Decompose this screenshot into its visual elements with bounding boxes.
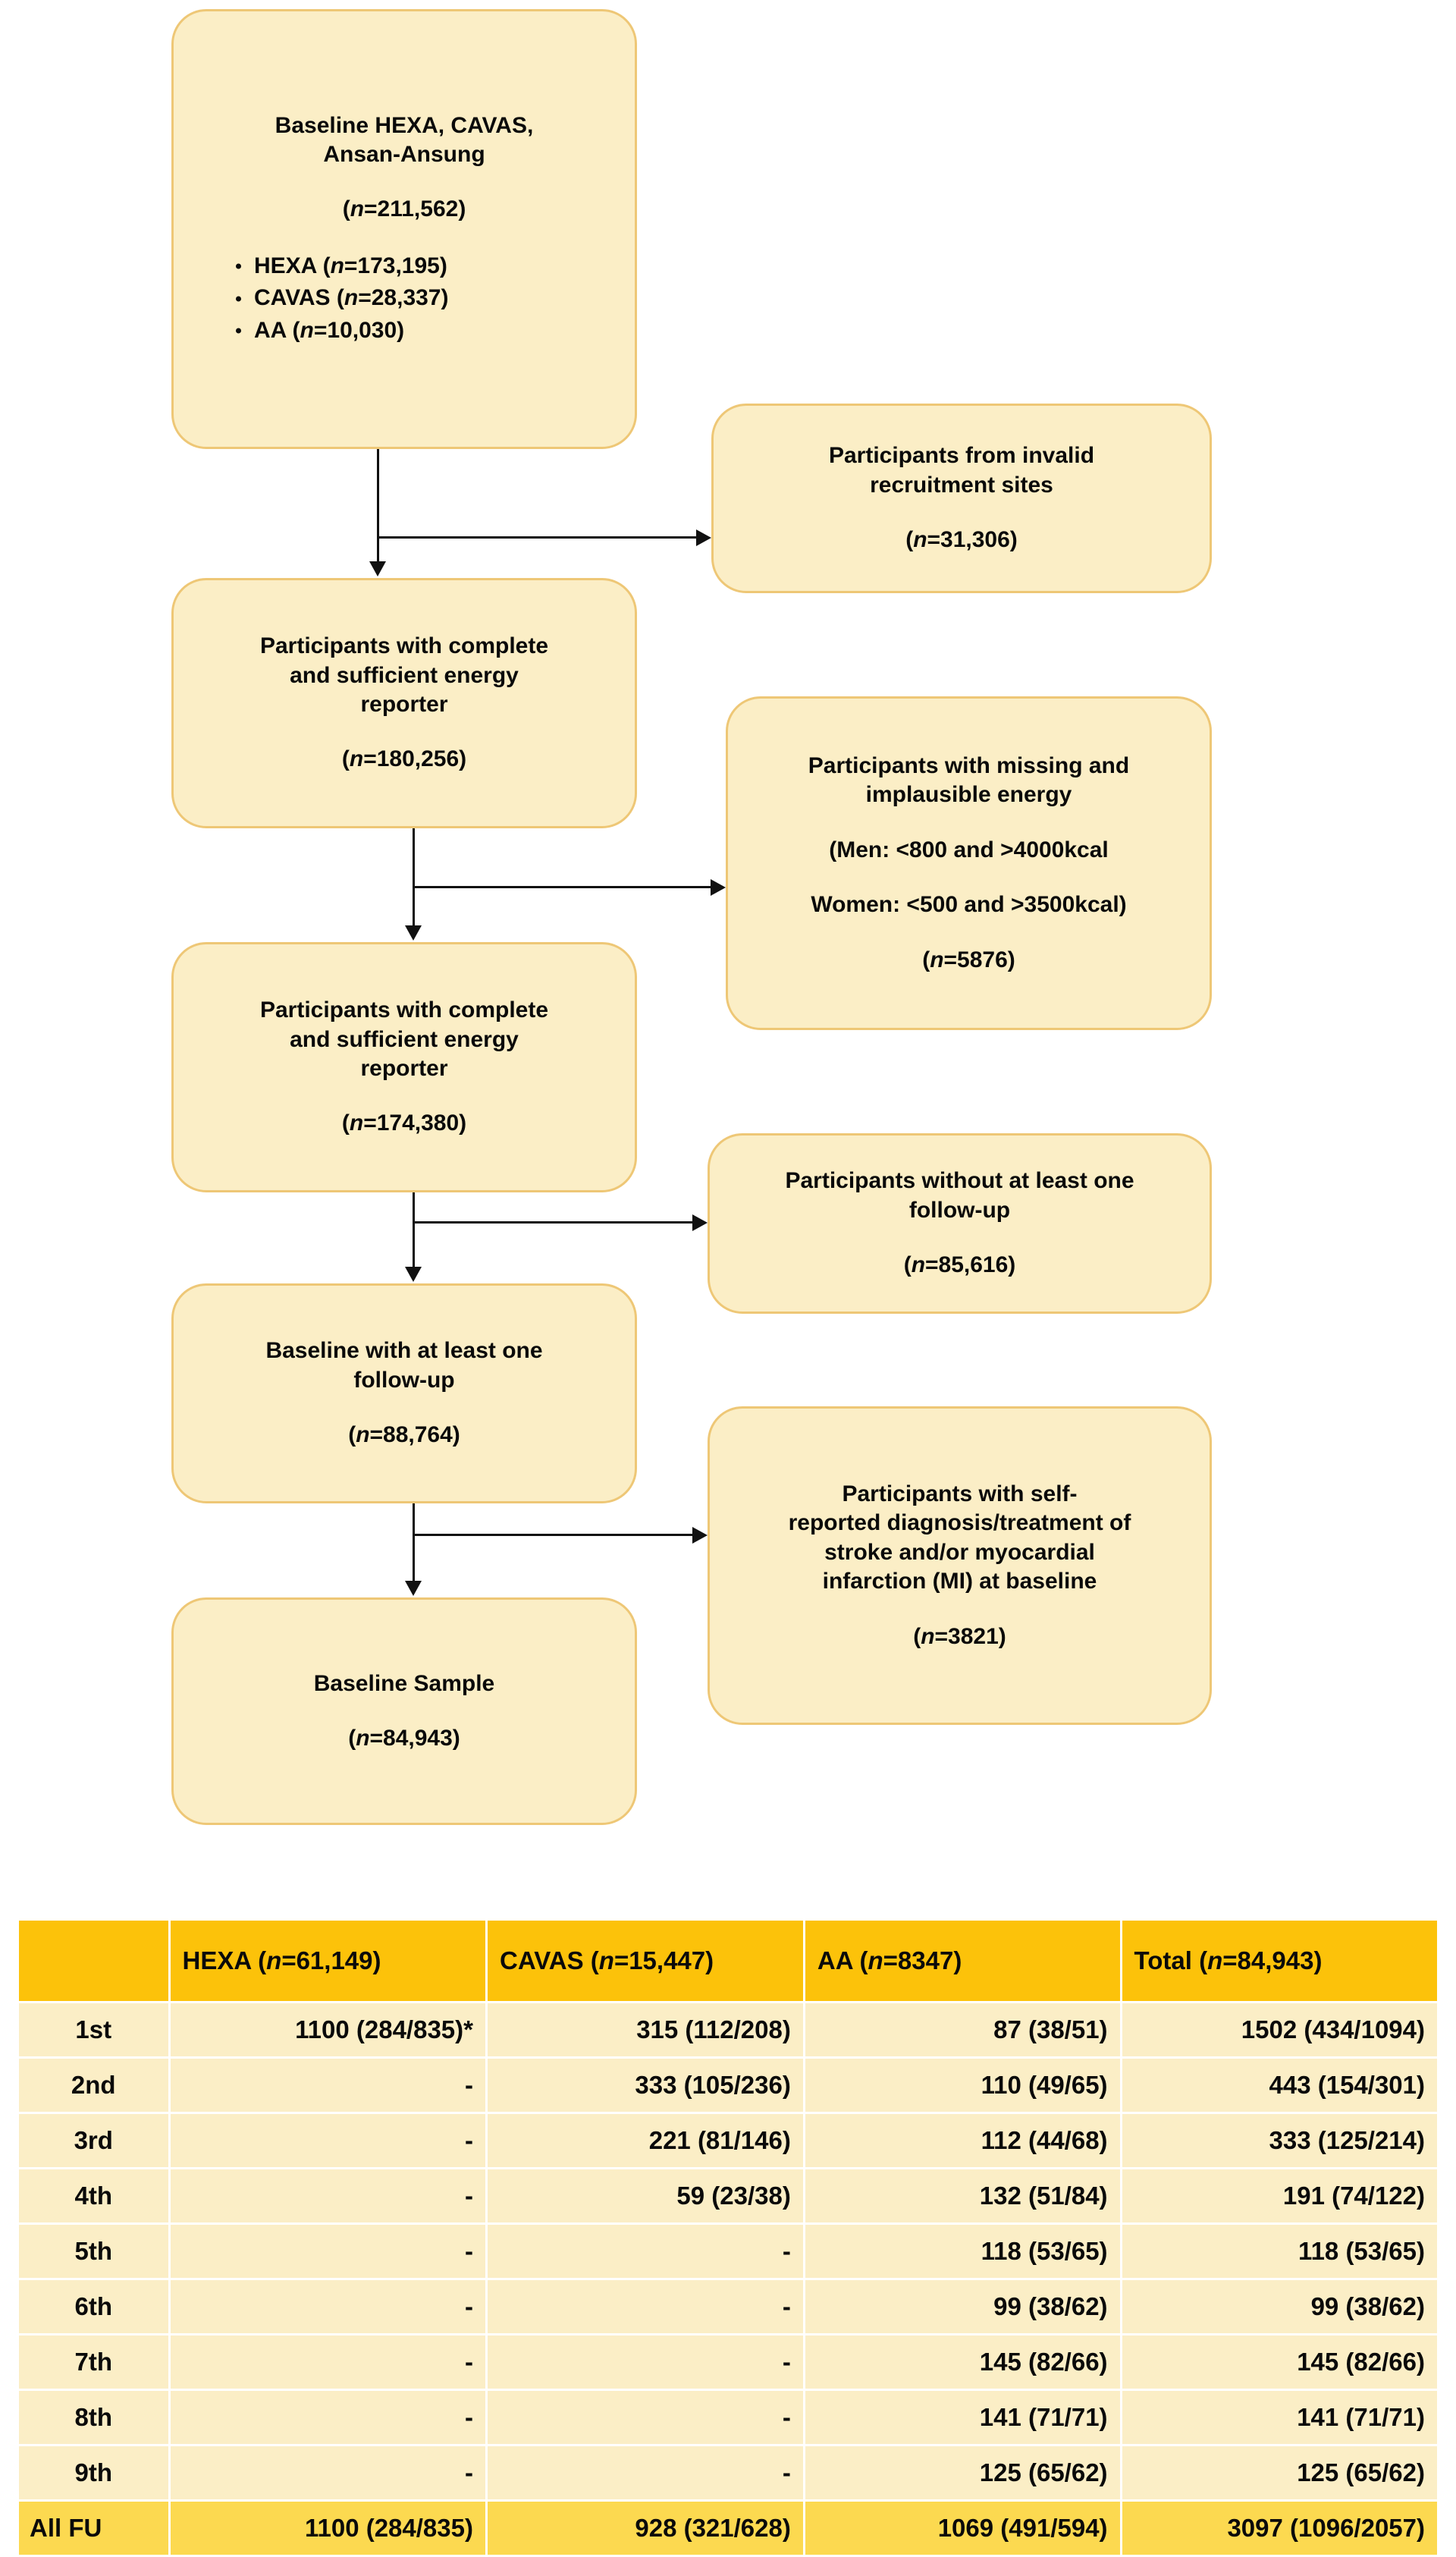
cell-hexa-total: 1100 (284/835) (171, 2502, 485, 2555)
connector-horizontal-2 (413, 886, 713, 888)
cell-cavas: 315 (112/208) (488, 2003, 803, 2056)
arrow-to-complete-energy-2 (405, 925, 422, 941)
box-with-followup (171, 1283, 637, 1503)
cell-aa: 118 (53/65) (805, 2225, 1120, 2278)
row-label: 3rd (19, 2114, 168, 2167)
cell-hexa: - (171, 2225, 485, 2278)
row-label: 5th (19, 2225, 168, 2278)
cell-aa-total: 1069 (491/594) (805, 2502, 1120, 2555)
cell-cavas: - (488, 2336, 803, 2389)
cell-aa: 125 (65/62) (805, 2446, 1120, 2499)
row-label-all-fu: All FU (19, 2502, 168, 2555)
cell-cavas: - (488, 2225, 803, 2278)
no-followup-n: (n=85,616) (903, 1252, 1016, 1278)
invalid-sites-line2: recruitment sites (870, 472, 1053, 498)
cell-total: 125 (65/62) (1122, 2446, 1437, 2499)
complete-energy-1-line2: and sufficient energy (290, 662, 519, 688)
box-baseline-cohorts (171, 9, 637, 449)
complete-energy-1-line3: reporter (360, 692, 448, 717)
connector-vertical-4 (413, 1503, 415, 1590)
box-complete-energy-1 (171, 578, 637, 828)
cell-cavas: 59 (23/38) (488, 2169, 803, 2222)
table-header-corner (19, 1921, 168, 2001)
box-prevalent-cvd (708, 1406, 1212, 1725)
cell-cavas: 333 (105/236) (488, 2059, 803, 2112)
box-implausible-energy (726, 696, 1212, 1030)
prevalent-cvd-line1: Participants with self- (842, 1481, 1078, 1507)
table-row (19, 2059, 1437, 2112)
baseline-cohorts-title-line1: Baseline HEXA, CAVAS, (275, 112, 534, 138)
complete-energy-1-n: (n=180,256) (341, 746, 467, 772)
table-header-row (19, 1921, 1437, 2001)
baseline-cohorts-title-line2: Ansan-Ansung (323, 141, 485, 167)
list-item: CAVAS (n=28,337) (234, 282, 449, 315)
cell-aa: 141 (71/71) (805, 2391, 1120, 2444)
arrow-to-invalid-sites (696, 529, 711, 546)
prevalent-cvd-line2: reported diagnosis/treatment of (788, 1510, 1131, 1536)
cell-total: 99 (38/62) (1122, 2280, 1437, 2333)
cell-hexa: - (171, 2446, 485, 2499)
baseline-sample-line1: Baseline Sample (313, 1670, 495, 1696)
cell-total: 141 (71/71) (1122, 2391, 1437, 2444)
table-row (19, 2446, 1437, 2499)
connector-horizontal-3 (413, 1221, 695, 1224)
table-header-total: Total (n=84,943) (1122, 1921, 1437, 2001)
cell-hexa: - (171, 2114, 485, 2167)
cell-aa: 145 (82/66) (805, 2336, 1120, 2389)
cell-total: 333 (125/214) (1122, 2114, 1437, 2167)
arrow-to-baseline-sample (405, 1581, 422, 1596)
row-label: 2nd (19, 2059, 168, 2112)
implausible-energy-criteria-men: (Men: <800 and >4000kcal (829, 837, 1109, 862)
cell-total: 443 (154/301) (1122, 2059, 1437, 2112)
list-item: AA (n=10,030) (234, 315, 449, 347)
connector-vertical-1 (377, 449, 379, 570)
cell-cavas-total: 928 (321/628) (488, 2502, 803, 2555)
complete-energy-2-line3: reporter (360, 1056, 448, 1081)
cell-cavas: - (488, 2391, 803, 2444)
with-followup-line1: Baseline with at least one (265, 1338, 543, 1364)
box-no-followup (708, 1133, 1212, 1314)
list-item: HEXA (n=173,195) (234, 250, 449, 283)
cell-total: 118 (53/65) (1122, 2225, 1437, 2278)
arrow-to-with-followup (405, 1267, 422, 1282)
box-complete-energy-2 (171, 942, 637, 1192)
connector-horizontal-4 (413, 1534, 695, 1536)
prevalent-cvd-n: (n=3821) (913, 1623, 1006, 1649)
box-baseline-sample (171, 1597, 637, 1825)
no-followup-line2: follow-up (908, 1197, 1011, 1223)
arrow-to-no-followup (692, 1214, 708, 1231)
cell-total: 191 (74/122) (1122, 2169, 1437, 2222)
table-header-cavas: CAVAS (n=15,447) (488, 1921, 803, 2001)
complete-energy-2-line1: Participants with complete (259, 997, 549, 1023)
arrow-to-prevalent-cvd (692, 1527, 708, 1544)
cell-hexa: - (171, 2336, 485, 2389)
invalid-sites-line1: Participants from invalid (828, 443, 1095, 469)
row-label: 4th (19, 2169, 168, 2222)
invalid-sites-n: (n=31,306) (905, 527, 1018, 553)
cell-aa: 112 (44/68) (805, 2114, 1120, 2167)
followup-counts-table (17, 1918, 1439, 2557)
table-total-row (19, 2502, 1437, 2555)
cell-hexa: - (171, 2280, 485, 2333)
cell-cavas: - (488, 2280, 803, 2333)
cell-aa: 132 (51/84) (805, 2169, 1120, 2222)
prevalent-cvd-line4: infarction (MI) at baseline (822, 1569, 1097, 1594)
table-row (19, 2336, 1437, 2389)
cell-total: 145 (82/66) (1122, 2336, 1437, 2389)
cell-aa: 99 (38/62) (805, 2280, 1120, 2333)
row-label: 1st (19, 2003, 168, 2056)
cell-cavas: 221 (81/146) (488, 2114, 803, 2167)
arrow-to-complete-energy-1 (369, 561, 386, 576)
table-row (19, 2114, 1437, 2167)
baseline-cohorts-n: (n=211,562) (342, 196, 466, 222)
cell-hexa: 1100 (284/835)* (171, 2003, 485, 2056)
implausible-energy-line2: implausible energy (865, 782, 1072, 808)
table-row (19, 2225, 1437, 2278)
implausible-energy-line1: Participants with missing and (808, 753, 1130, 779)
cell-aa: 110 (49/65) (805, 2059, 1120, 2112)
table-header-hexa: HEXA (n=61,149) (171, 1921, 485, 2001)
prevalent-cvd-line3: stroke and/or myocardial (824, 1539, 1095, 1565)
table-header-aa: AA (n=8347) (805, 1921, 1120, 2001)
implausible-energy-criteria-women: Women: <500 and >3500kcal) (811, 892, 1127, 918)
cell-total-total: 3097 (1096/2057) (1122, 2502, 1437, 2555)
cell-cavas: - (488, 2446, 803, 2499)
row-label: 7th (19, 2336, 168, 2389)
baseline-sample-n: (n=84,943) (348, 1726, 460, 1751)
implausible-energy-n: (n=5876) (922, 947, 1015, 972)
with-followup-line2: follow-up (353, 1367, 455, 1393)
no-followup-line1: Participants without at least one (785, 1168, 1134, 1194)
connector-vertical-3 (413, 1192, 415, 1276)
table-row (19, 2280, 1437, 2333)
baseline-cohorts-bullets (234, 250, 449, 347)
cell-aa: 87 (38/51) (805, 2003, 1120, 2056)
table-row (19, 2003, 1437, 2056)
cell-hexa: - (171, 2391, 485, 2444)
cell-hexa: - (171, 2059, 485, 2112)
table-row (19, 2169, 1437, 2222)
connector-horizontal-1 (377, 536, 698, 539)
row-label: 8th (19, 2391, 168, 2444)
row-label: 9th (19, 2446, 168, 2499)
with-followup-n: (n=88,764) (348, 1422, 460, 1448)
complete-energy-2-n: (n=174,380) (341, 1110, 467, 1136)
arrow-to-implausible-energy (711, 879, 726, 896)
complete-energy-2-line2: and sufficient energy (290, 1026, 519, 1052)
table-row (19, 2391, 1437, 2444)
box-invalid-recruitment-sites (711, 404, 1212, 593)
connector-vertical-2 (413, 828, 415, 935)
cell-hexa: - (171, 2169, 485, 2222)
complete-energy-1-line1: Participants with complete (259, 633, 549, 659)
row-label: 6th (19, 2280, 168, 2333)
cell-total: 1502 (434/1094) (1122, 2003, 1437, 2056)
